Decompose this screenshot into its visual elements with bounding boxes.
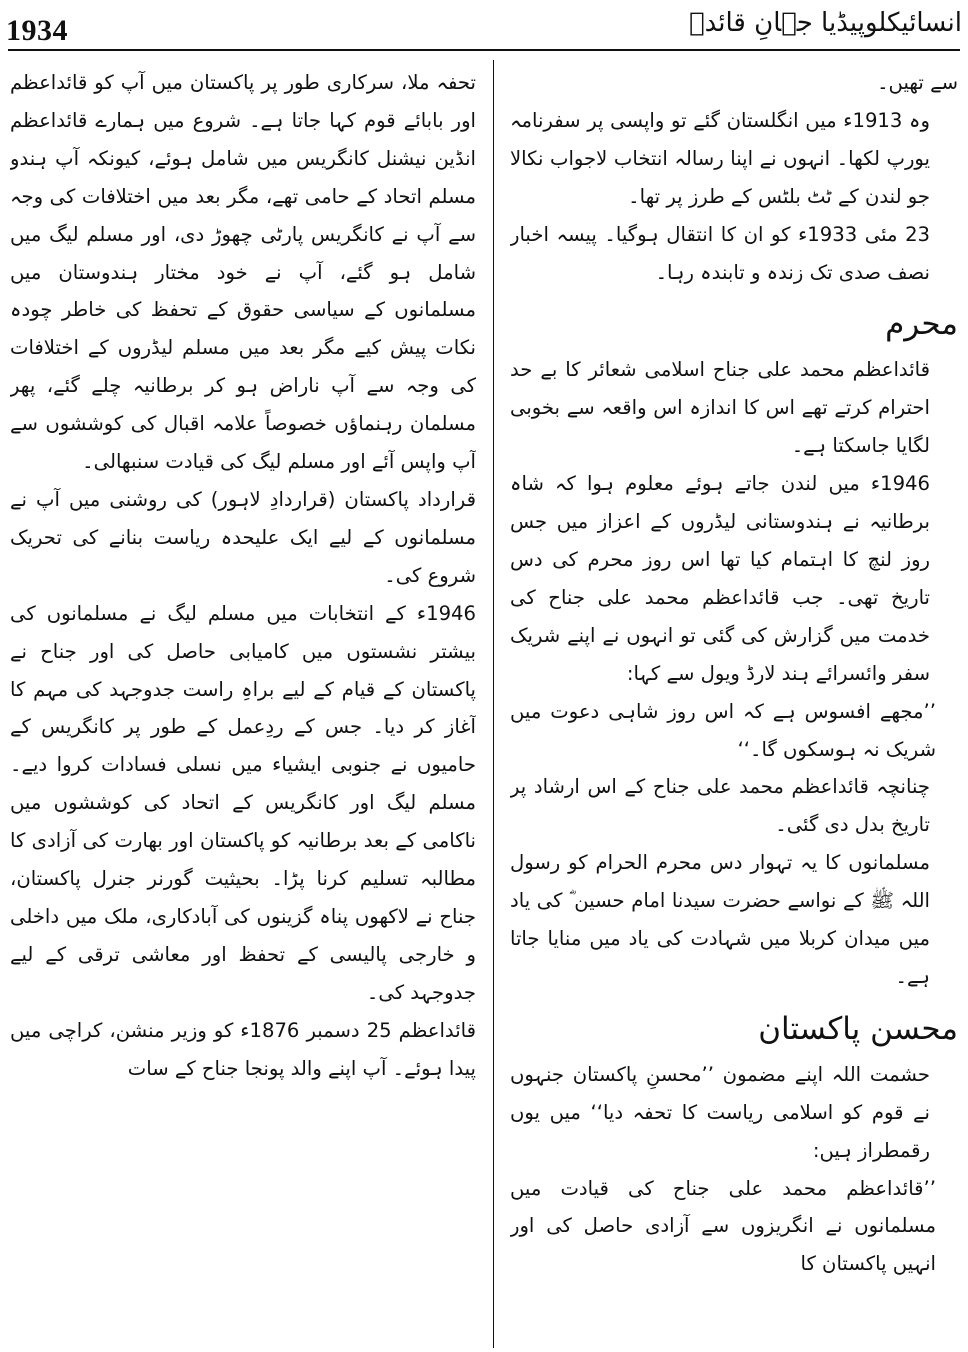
column-divider bbox=[493, 60, 494, 1348]
page-number: 1934 bbox=[6, 14, 68, 47]
paragraph: وہ 1913ء میں انگلستان گئے تو واپسی پر سفرنامہ یورپ لکھا۔ انہوں نے اپنا رسالہ انتخاب لاجواب نکالا جو لندن کے ٹٹ بلٹس کے طرز پر تھا۔ bbox=[510, 108, 930, 208]
quotation: ’’مجھے افسوس ہے کہ اس روز شاہی دعوت میں شریک نہ ہوسکوں گا۔‘‘ bbox=[510, 699, 936, 761]
paragraph: 1946ء میں لندن جاتے ہوئے معلوم ہوا کہ شاہ برطانیہ نے ہندوستانی لیڈروں کے اعزاز میں جس روز لنچ کا اہتمام کیا تھا اس روز محرم کی دس تاریخ تھی۔ جب قائداعظم محمد علی جناح کی خدمت میں گزارش کی گئی تو انہوں نے اپنے شریک سفر وائسرائے ہند لارڈ ویول سے کہا: bbox=[510, 472, 930, 685]
paragraph: قائداعظم محمد علی جناح اسلامی شعائر کا بے حد احترام کرتے تھے اس کا اندازہ اس واقعہ سے بخوبی لگایا جاسکتا ہے۔ bbox=[510, 358, 930, 458]
section-heading-mohsin-pakistan: محسن پاکستان bbox=[758, 1010, 958, 1047]
running-title: انسائیکلوپیڈیا جہانِ قائدؒ bbox=[689, 8, 962, 38]
paragraph: قائداعظم 25 دسمبر 1876ء کو وزیر منشن، کراچی میں پیدا ہوئے۔ آپ اپنے والد پونجا جناح کے سات bbox=[10, 1018, 476, 1080]
header-rule bbox=[8, 49, 960, 51]
right-column bbox=[510, 64, 958, 1349]
paragraph: 23 مئی 1933ء کو ان کا انتقال ہوگیا۔ پیسہ اخبار نصف صدی تک زندہ و تابندہ رہا۔ bbox=[510, 222, 931, 284]
left-column bbox=[10, 64, 476, 1349]
paragraph: مسلمانوں کا یہ تہوار دس محرم الحرام کو رسول اللہ ﷺ کے نواسے حضرت سیدنا امام حسین ؓ کی یاد میں میدان کربلا میں شہادت کی یاد میں منایا جاتا ہے۔ bbox=[510, 851, 930, 988]
paragraph: 1946ء کے انتخابات میں مسلم لیگ نے مسلمانوں کی بیشتر نشستوں میں کامیابی حاصل کی اور جناح نے پاکستان کے قیام کے لیے براہِ راست جدوجہد کی مہم کا آغاز کر دیا۔ جس کے ردِعمل کے طور پر کانگریس کے حامیوں نے جنوبی ایشیاء میں نسلی فسادات کروا دیے۔ مسلم لیگ اور کانگریس کے اتحاد کی کوششوں میں ناکامی کے بعد برطانیہ کو پاکستان اور بھارت کی آزادی کا مطالبہ تسلیم کرنا پڑا۔ بحیثیت گورنر جنرل پاکستان، جناح نے لاکھوں پناہ گزینوں کی آبادکاری، ملک میں داخلی و خارجی پالیسی کے تحفظ اور معاشی ترقی کے لیے جدوجہد کی۔ bbox=[10, 601, 476, 1004]
paragraph: قرارداد پاکستان (قراردادِ لاہور) کی روشنی میں آپ نے مسلمانوں کے لیے ایک علیحدہ ریاست بنانے کی تحریک شروع کی۔ bbox=[10, 487, 476, 587]
paragraph: سے تھیں۔ bbox=[877, 71, 958, 94]
paragraph: چنانچہ قائداعظم محمد علی جناح کے اس ارشاد پر تاریخ بدل دی گئی۔ bbox=[510, 775, 930, 837]
paragraph: حشمت اللہ اپنے مضمون ’’محسنِ پاکستان جنہوں نے قوم کو اسلامی ریاست کا تحفہ دیا‘‘ میں یوں رقمطراز ہیں: bbox=[510, 1062, 930, 1162]
paragraph: تحفہ ملا، سرکاری طور پر پاکستان میں آپ کو قائداعظم اور بابائے قوم کہا جاتا ہے۔ شروع میں ہمارے قائداعظم انڈین نیشنل کانگریس میں شامل ہوئے، کیونکہ آپ ہندو مسلم اتحاد کے حامی تھے، مگر بعد میں اختلافات کی وجہ سے آپ نے کانگریس پارٹی چھوڑ دی، اور مسلم لیگ میں شامل ہو گئے، آپ نے خود مختار ہندوستان میں مسلمانوں کے سیاسی حقوق کے تحفظ کی خاطر چودہ نکات پیش کیے مگر بعد میں مسلم لیڈروں کے اختلافات کی وجہ سے آپ ناراض ہو کر برطانیہ چلے گئے، پھر مسلمان رہنماؤں خصوصاً علامہ اقبال کی کوششوں سے آپ واپس آئے اور مسلم لیگ کی قیادت سنبھالی۔ bbox=[10, 71, 476, 474]
quotation: ’’قائداعظم محمد علی جناح کی قیادت میں مسلمانوں نے انگریزوں سے آزادی حاصل کی اور انہیں پاکستان کا bbox=[510, 1176, 936, 1276]
section-heading-muharram: محرم bbox=[885, 306, 958, 343]
